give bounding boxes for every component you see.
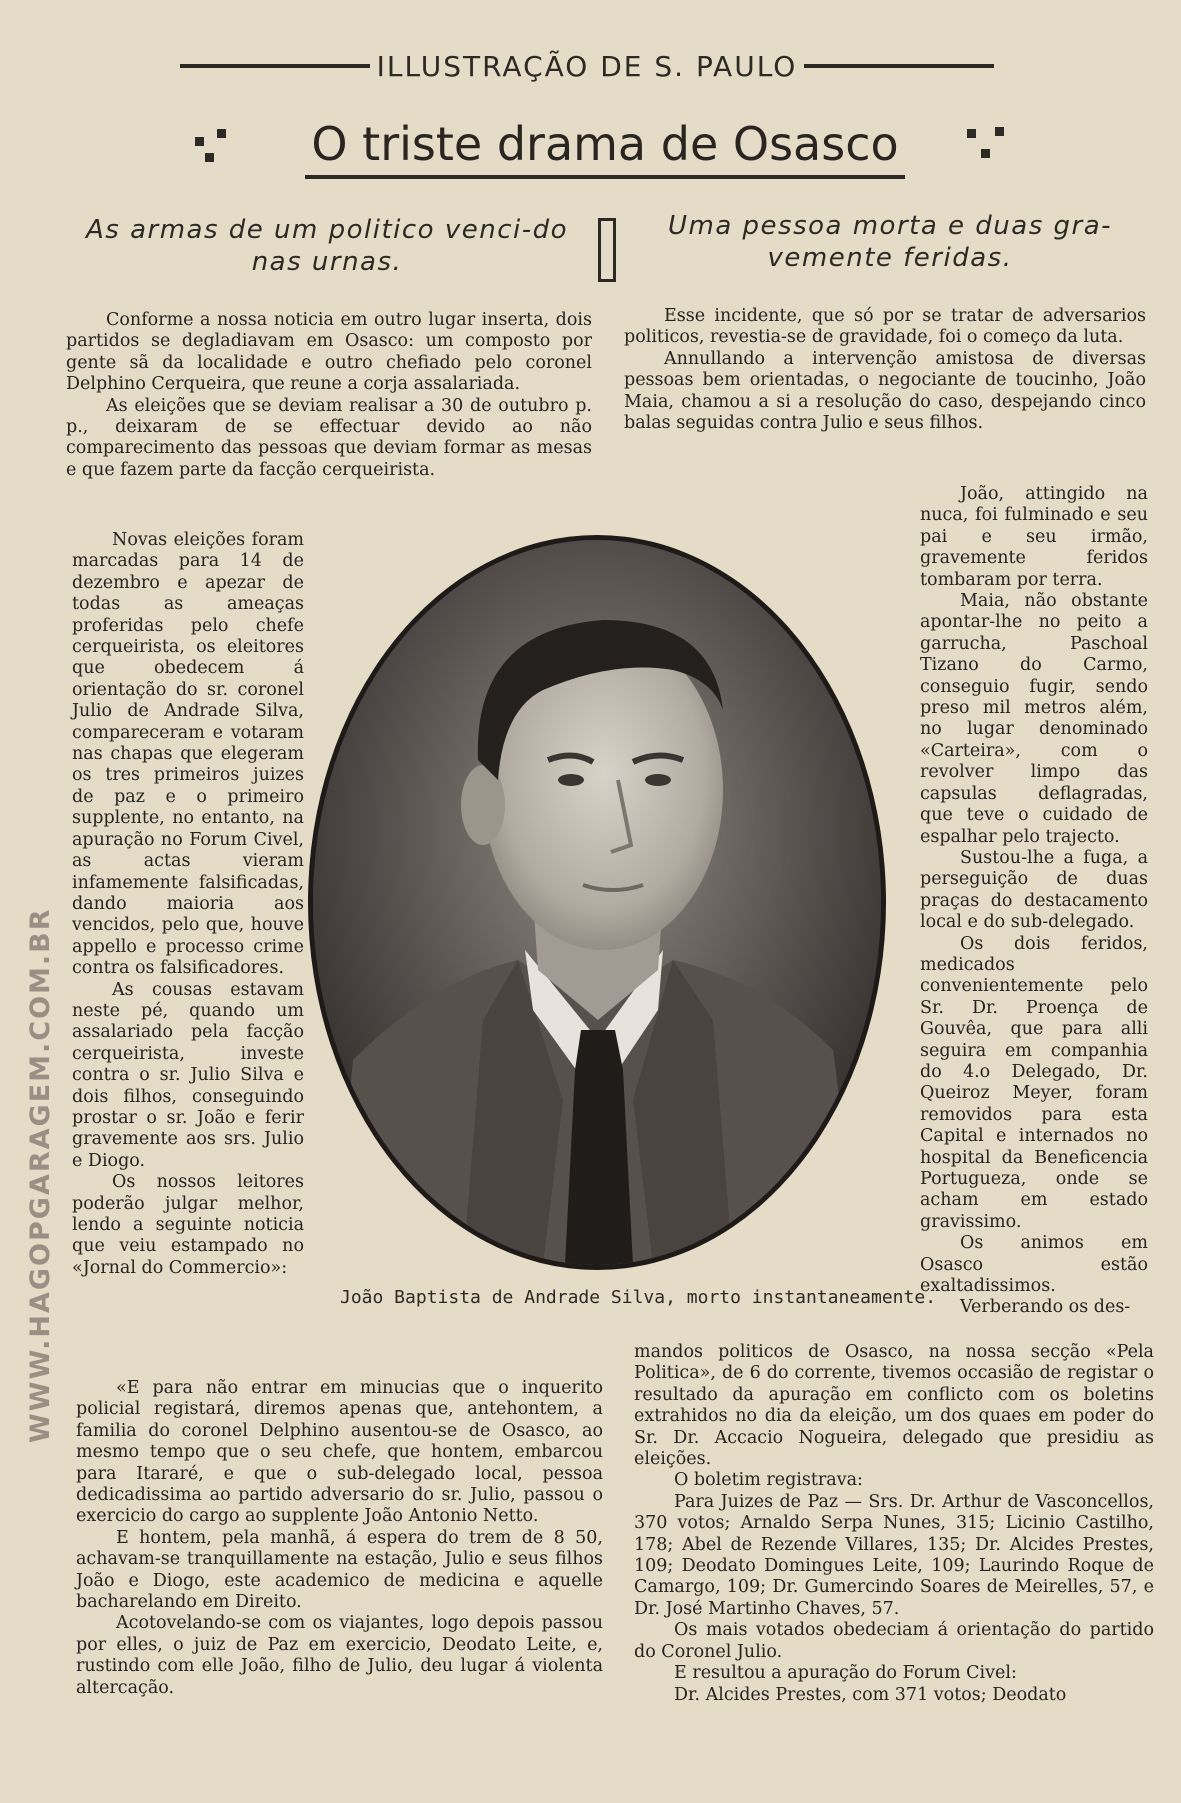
paragraph: Esse incidente, que só por se tratar de adversarios politicos, revestia-se de gravidade, foi o começo da luta. [624,306,1146,348]
paragraph: Os nossos leitores poderão julgar melhor, lendo a seguinte noticia que veiu estampado no «Jornal do Commercio»: [72,1172,304,1278]
paragraph: Dr. Alcides Prestes, com 371 votos; Deodato [674,1684,1067,1705]
paragraph: «E para não entrar em minucias que o inquerito policial registará, diremos apenas que, antehontem, a familia do coronel Delphino ausentou-se de Osasco, ao mesmo tempo que o seu chefe, que hontem, embarcou para Itararé, e que o sub-delegado local, pessoa dedicadissima ao partido adversario do sr. Julio, passou o exercicio do cargo ao supplente João Antonio Netto. [76,1378,603,1527]
column-right-narrow [920,484,1148,1319]
paragraph: Annullando a intervenção amistosa de diversas pessoas bem orientadas, o negociante de toucinho, João Maia, chamou a si a resolução do caso, despejando cinco balas seguidas contra Julio e seus filhos. [624,348,1146,434]
column-left-narrow [72,530,304,1279]
column-right-top [624,306,1146,434]
paragraph: Para Juizes de Paz — Srs. Dr. Arthur de Vasconcellos, 370 votos; Arnaldo Serpa Nunes, 315; Licinio Castilho, 178; Abel de Rezende Villares, 135; Dr. Alcides Prestes, 109; Deodato Domingues Leite, 109; Laurindo Roque de Camargo, 109; Dr. Gumercindo Soares de Meirelles, 57, e Dr. José Martinho Chaves, 57. [634,1491,1154,1619]
masthead [180,46,994,86]
column-left-bottom [76,1378,603,1699]
photo-caption: João Baptista de Andrade Silva, morto instantaneamente. [340,1287,937,1308]
subhead-left: As armas de um politico venci-do nas urnas. [85,215,569,277]
paragraph: As cousas estavam neste pé, quando um assalariado pela facção cerqueirista, investe contra o sr. Julio Silva e dois filhos, conseguindo prostar o sr. João e ferir gravemente aos srs. Julio e Diogo. [72,979,304,1171]
paragraph: Novas eleições foram marcadas para 14 de dezembro e apezar de todas as ameaças proferidas pelo chefe cerqueirista, os eleitores que obedecem á orientação do sr. coronel Julio de Andrade Silva, compareceram e votaram nas chapas que elegeram os tres primeiros juizes de paz e o primeiro supplente, no entanto, na apuração no Forum Civel, as actas vieram infamemente falsificadas, dando maioria aos vencidos, pelo que, houve appello e processo crime contra os falsificadores. [72,530,304,979]
headline-row [195,108,1015,188]
ornament-left-icon [195,123,245,173]
paragraph: Maia, não obstante apontar-lhe no peito a garrucha, Paschoal Tizano do Carmo, conseguio fugir, sendo preso mil metros além, no lugar denominado «Carteira», com o revolver limpo das capsulas deflagradas, que teve o cuidado de espalhar pelo trajecto. [920,591,1148,847]
paragraph: Verberando os des- [960,1297,1131,1318]
paragraph: Os animos em Osasco estão exaltadissimos. [920,1233,1148,1297]
paragraph: mandos politicos de Osasco, na nossa secção «Pela Politica», de 6 do corrente, tivemos occasião de registar o resultado da apuração em conflicto com os boletins extrahidos no dia da eleição, um dos quaes em poder do Sr. Dr. Accacio Nogueira, delegado que presidiu as eleições. [634,1342,1154,1470]
paragraph: E hontem, pela manhã, á espera do trem de 8 50, achavam-se tranquillamente na estação, Julio e seus filhos João e Diogo, este academico de medicina e aquelle bacharelando em Direito. [76,1527,603,1613]
column-left-top [66,310,592,481]
paragraph: Conforme a nossa noticia em outro lugar inserta, dois partidos se degladiavam em Osasco: um composto por gente sã da localidade e outro chefiado pelo coronel Delphino Cerqueira, que reune a corja assalariada. [66,310,592,395]
column-right-bottom [634,1342,1154,1706]
headline: O triste drama de Osasco [305,117,904,179]
ornament-right-icon [965,123,1015,173]
paragraph: Os dois feridos, medicados convenientemente pelo Sr. Dr. Proença de Gouvêa, que para alli seguira em companhia do 4.o Delegado, Dr. Queiroz Meyer, foram removidos para esta Capital e internados no hospital da Beneficencia Portugueza, onde se acham em estado gravissimo. [920,933,1148,1232]
portrait-photo [308,535,886,1270]
masthead-title: ILLUSTRAÇÃO DE S. PAULO [376,49,798,83]
paragraph: Acotovelando-se com os viajantes, logo depois passou por elles, o juiz de Paz em exercicio, Deodato Leite, e, rustindo com elle João, filho de Julio, deu lugar á violenta altercação. [76,1613,603,1698]
subhead-right: Uma pessoa morta e duas gra-vemente feridas. [667,211,1113,273]
paragraph: Os mais votados obedeciam á orientação do partido do Coronel Julio. [634,1620,1154,1662]
paragraph: As eleições que se deviam realisar a 30 de outubro p. p., deixaram de se effectuar devido ao não comparecimento das pessoas que deviam formar as mesas e que fazem parte da facção cerqueirista. [66,395,592,480]
paragraph: João, attingido na nuca, foi fulminado e seu pai e seu irmão, gravemente feridos tombaram por terra. [920,484,1148,590]
portrait-illustration [313,540,881,1265]
masthead-rule-right [804,64,994,68]
masthead-rule-left [180,64,370,68]
paragraph: Sustou-lhe a fuga, a perseguição de duas praças do destacamento local e do sub-delegado. [920,847,1148,933]
watermark: WWW.HAGOPGARAGEM.COM.BR [25,907,56,1443]
subhead-divider [598,218,616,282]
paragraph: O boletim registrava: [674,1470,863,1491]
paragraph: E resultou a apuração do Forum Civel: [674,1663,1017,1684]
